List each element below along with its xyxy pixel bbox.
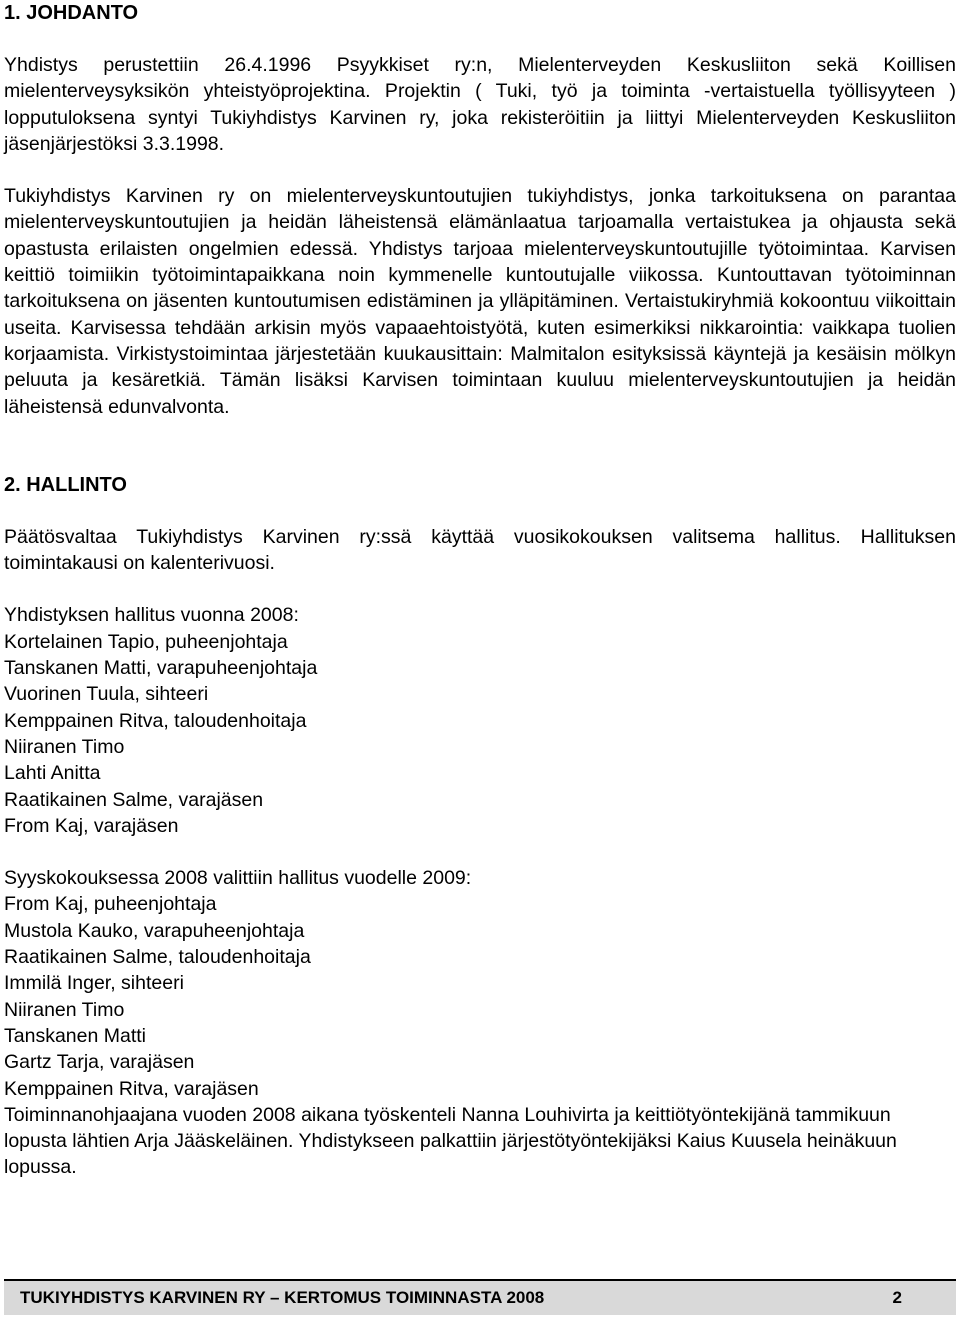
list-item: Tanskanen Matti bbox=[4, 1024, 146, 1047]
list-item: Vuorinen Tuula, sihteeri bbox=[4, 683, 209, 706]
section-heading-hallinto: 2. HALLINTO bbox=[4, 473, 127, 496]
list-item: From Kaj, puheenjohtaja bbox=[4, 893, 217, 916]
page-number: 2 bbox=[892, 1288, 902, 1307]
list-item: Mustola Kauko, varapuheenjohtaja bbox=[4, 919, 305, 942]
board-2008-list bbox=[4, 629, 956, 839]
list-item: Immilä Inger, sihteeri bbox=[4, 972, 184, 995]
list-item: Niiranen Timo bbox=[4, 998, 125, 1021]
section-heading-johdanto: 1. JOHDANTO bbox=[4, 2, 139, 24]
list-item: Raatikainen Salme, taloudenhoitaja bbox=[4, 946, 311, 969]
list-item: Niiranen Timo bbox=[4, 735, 125, 758]
paragraph-purpose: Tukiyhdistys Karvinen ry on mielenterveyskuntoutujien tukiyhdistys, jonka tarkoituksena on parantaa mielenterveyskuntoutujien ja heidän läheistensä elämänlaatua tarjoamalla vertaistukea ja ohjausta sekä opastusta erilaisten ongelmien edessä. Yhdistys tarjoaa mielenterveyskuntoutujille työtoimintaa. Karvisen keittiö toimiikin työtoimintapaikkana noin kymmenelle kuntoutujalle viikossa. Kuntouttavan työtoiminnan tarkoituksena on jäsenten kuntoutumisen edistäminen ja ylläpitäminen. Vertaistukiryhmiä kokoontuu viikoittain useita. Karvisessa tehdään arkisin myös vapaaehtoistyötä, kuten esimerkiksi nikkarointia: vaikkapa tuolien korjaamista. Virkistystoimintaa järjestetään kuukausittain: Malmitalon esityksissä käyntejä ja kesäisin mölkyn peluuta ja kesäretkiä. Tämän lisäksi Karvisen toimintaan kuuluu mielenterveyskuntoutujien ja heidän läheistensä edunvalvonta. bbox=[4, 185, 956, 418]
document-page bbox=[4, 0, 956, 1181]
board-2009-list bbox=[4, 891, 956, 1101]
page-footer bbox=[4, 1279, 956, 1315]
list-item: From Kaj, varajäsen bbox=[4, 814, 179, 837]
footer-title: TUKIYHDISTYS KARVINEN RY – KERTOMUS TOIMINNASTA 2008 bbox=[20, 1288, 545, 1307]
list-item: Kemppainen Ritva, taloudenhoitaja bbox=[4, 709, 307, 732]
board-2008-title: Yhdistyksen hallitus vuonna 2008: bbox=[4, 604, 299, 627]
list-item: Lahti Anitta bbox=[4, 762, 101, 785]
paragraph-governance: Päätösvaltaa Tukiyhdistys Karvinen ry:ssä käyttää vuosikokouksen valitsema hallitus. Hallituksen toimintakausi on kalenterivuosi. bbox=[4, 525, 956, 575]
list-item: Raatikainen Salme, varajäsen bbox=[4, 788, 264, 811]
paragraph-history: Yhdistys perustettiin 26.4.1996 Psyykkiset ry:n, Mielenterveyden Keskusliiton sekä Koillisen mielenterveysyksikön yhteistyöprojektina. Projektin ( Tuki, työ ja toiminta -vertaistuella työllisyyteen ) lopputuloksena syntyi Tukiyhdistys Karvinen ry, joka rekisteröitiin ja liittyi Mielenterveyden Keskusliiton jäsenjärjestöksi 3.3.1998. bbox=[4, 54, 956, 155]
list-item: Kortelainen Tapio, puheenjohtaja bbox=[4, 630, 288, 653]
board-2009-title: Syyskokouksessa 2008 valittiin hallitus vuodelle 2009: bbox=[4, 867, 472, 890]
list-item: Gartz Tarja, varajäsen bbox=[4, 1051, 195, 1074]
paragraph-staff: Toiminnanohjaajana vuoden 2008 aikana työskenteli Nanna Louhivirta ja keittiötyöntekijänä tammikuun lopusta lähtien Arja Jääskeläinen. Yhdistykseen palkattiin järjestötyöntekijäksi Kaius Kuusela heinäkuun lopussa. bbox=[4, 1103, 897, 1179]
list-item: Tanskanen Matti, varapuheenjohtaja bbox=[4, 657, 318, 680]
list-item: Kemppainen Ritva, varajäsen bbox=[4, 1077, 259, 1100]
